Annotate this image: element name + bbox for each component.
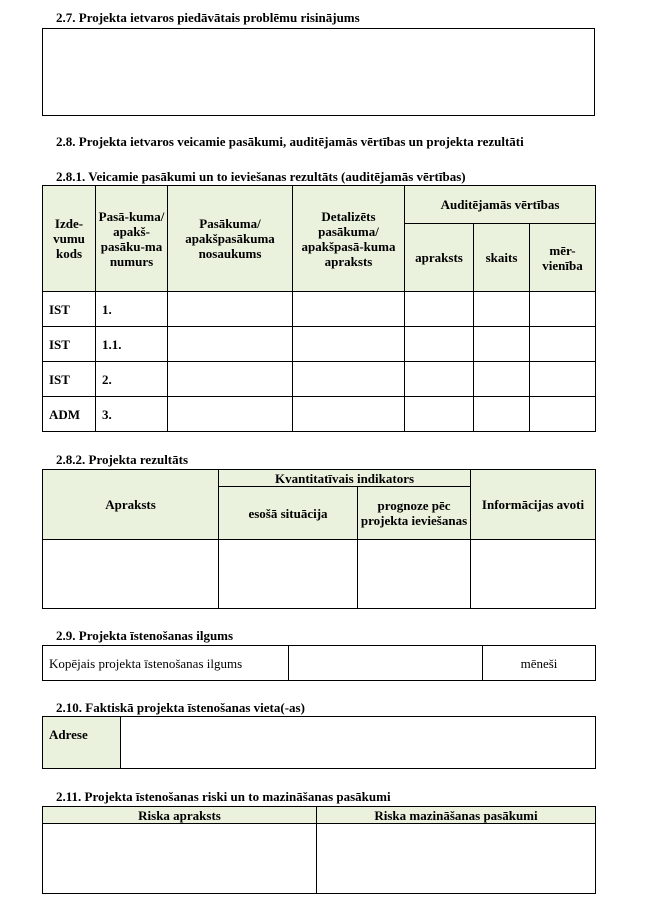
cell-results-description[interactable] [43, 540, 219, 609]
duration-unit: mēneši [483, 646, 596, 681]
header-code: Izde-vumu kods [43, 186, 96, 292]
header-current-situation: esošā situācija [219, 487, 358, 540]
section-2-8-2-title: 2.8.2. Projekta rezultāts [56, 452, 189, 467]
cell-details[interactable] [293, 397, 405, 432]
header-risk-description: Riska apraksts [43, 807, 317, 824]
section-2-8-1-title: 2.8.1. Veicamie pasākumi un to ieviešanas rezultāts (auditējamās vērtības) [56, 169, 466, 184]
cell-unit[interactable] [530, 362, 596, 397]
address-label: Adrese [43, 717, 121, 769]
cell-count[interactable] [474, 362, 530, 397]
table-row [43, 292, 596, 327]
solution-text-area[interactable] [42, 28, 595, 116]
cell-name[interactable] [168, 362, 293, 397]
cell-unit[interactable] [530, 292, 596, 327]
cell-details[interactable] [293, 362, 405, 397]
cell-details[interactable] [293, 327, 405, 362]
cell-count[interactable] [474, 292, 530, 327]
section-2-7-title: 2.7. Projekta ietvaros piedāvātais problēmu risinājums [56, 10, 360, 25]
row-code: IST [43, 362, 96, 397]
section-2-9-title: 2.9. Projekta īstenošanas ilgums [56, 628, 234, 643]
cell-risk-mitigation[interactable] [317, 824, 596, 894]
section-2-11-title: 2.11. Projekta īstenošanas riski un to mazināšanas pasākumi [56, 789, 391, 804]
row-number: 3. [96, 397, 168, 432]
header-forecast: prognoze pēc projekta ieviešanas [358, 487, 471, 540]
header-details: Detalizēts pasākuma/ apakšpasā-kuma apraksts [293, 186, 405, 292]
cell-count[interactable] [474, 397, 530, 432]
results-table [42, 469, 596, 609]
cell-forecast[interactable] [358, 540, 471, 609]
cell-name[interactable] [168, 292, 293, 327]
row-code: IST [43, 327, 96, 362]
duration-label: Kopējais projekta īstenošanas ilgums [43, 646, 289, 681]
table-row [43, 540, 596, 609]
table-row [43, 397, 596, 432]
header-count: skaits [474, 224, 530, 292]
cell-name[interactable] [168, 397, 293, 432]
risks-table [42, 806, 596, 894]
header-audit-values: Auditējamās vērtības [405, 186, 596, 224]
row-number: 1. [96, 292, 168, 327]
cell-current-situation[interactable] [219, 540, 358, 609]
duration-table [42, 645, 596, 681]
header-quantitative-indicator: Kvantitatīvais indikators [219, 470, 471, 487]
cell-details[interactable] [293, 292, 405, 327]
location-table [42, 716, 596, 769]
table-row [43, 362, 596, 397]
row-code: IST [43, 292, 96, 327]
cell-description[interactable] [405, 292, 474, 327]
row-number: 2. [96, 362, 168, 397]
cell-risk-description[interactable] [43, 824, 317, 894]
cell-description[interactable] [405, 362, 474, 397]
header-unit: mēr-vienība [530, 224, 596, 292]
table-row [43, 327, 596, 362]
section-2-10-title: 2.10. Faktiskā projekta īstenošanas vieta(-as) [56, 700, 305, 715]
row-number: 1.1. [96, 327, 168, 362]
row-code: ADM [43, 397, 96, 432]
table-row [43, 824, 596, 894]
duration-input[interactable] [289, 646, 483, 681]
cell-count[interactable] [474, 327, 530, 362]
measures-table [42, 185, 596, 432]
header-risk-mitigation: Riska mazināšanas pasākumi [317, 807, 596, 824]
section-2-8-title: 2.8. Projekta ietvaros veicamie pasākumi, auditējamās vērtības un projekta rezultāti [56, 134, 524, 149]
address-input[interactable] [121, 717, 596, 769]
cell-unit[interactable] [530, 397, 596, 432]
header-description: apraksts [405, 224, 474, 292]
header-name: Pasākuma/ apakšpasākuma nosaukums [168, 186, 293, 292]
header-information-sources: Informācijas avoti [471, 470, 596, 540]
cell-unit[interactable] [530, 327, 596, 362]
cell-information-sources[interactable] [471, 540, 596, 609]
header-number: Pasā-kuma/ apakš-pasāku-ma numurs [96, 186, 168, 292]
cell-description[interactable] [405, 327, 474, 362]
cell-description[interactable] [405, 397, 474, 432]
cell-name[interactable] [168, 327, 293, 362]
header-results-description: Apraksts [43, 470, 219, 540]
